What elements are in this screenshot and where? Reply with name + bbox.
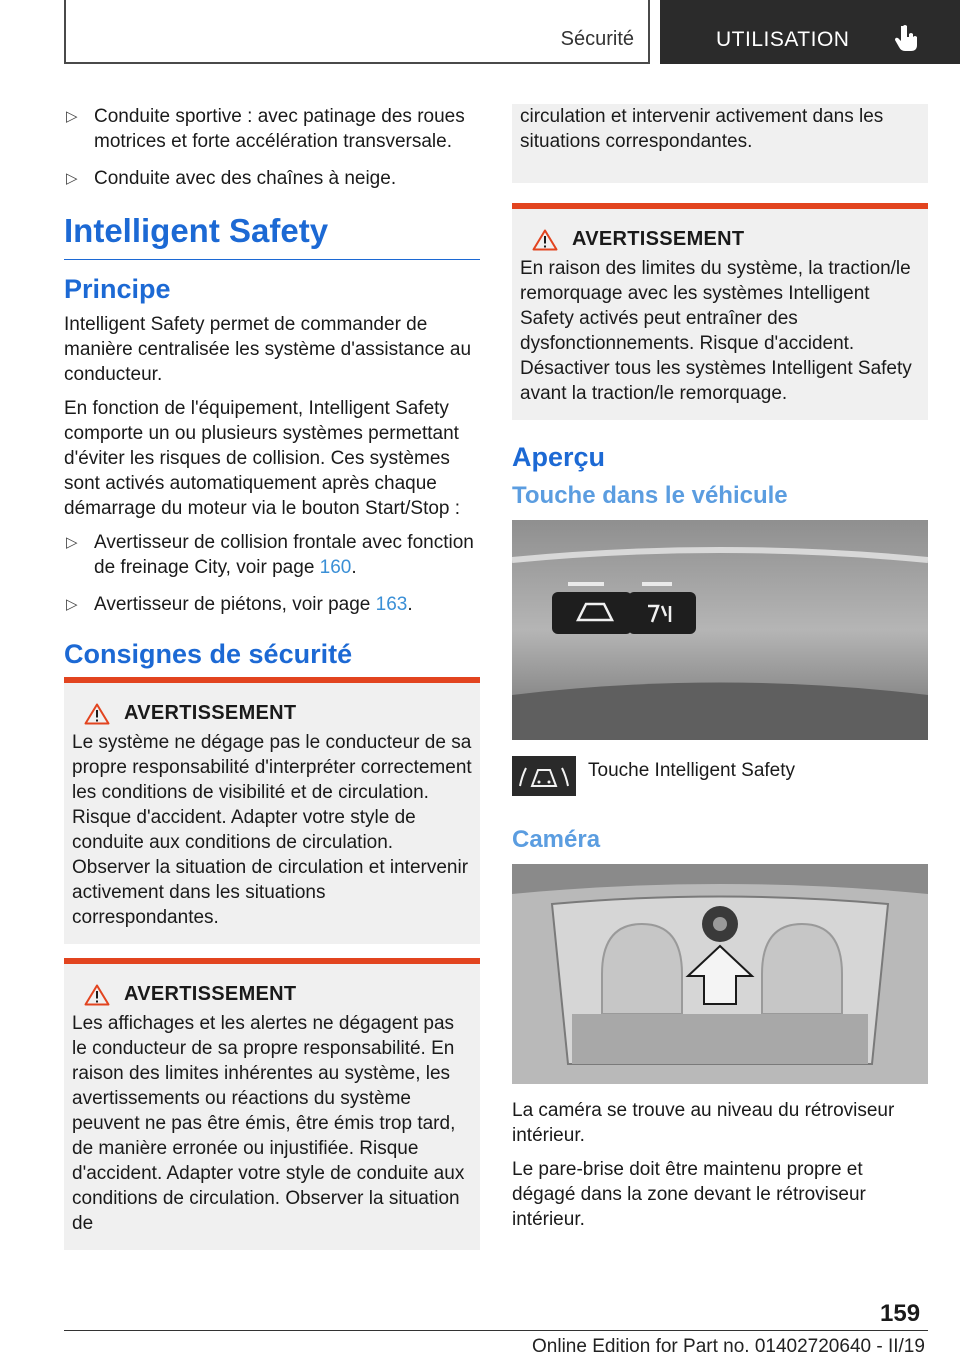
paragraph: En fonction de l'équipement, Intelligent Safety comporte un ou plusieurs systèmes permettant d'éviter les risques de collision. Ces systèmes sont activés automatiquement après chaque démarrage du moteur via le bouton Start/Stop : bbox=[64, 398, 461, 519]
bullet-list-top bbox=[64, 104, 480, 191]
header-section: Sécurité bbox=[560, 28, 634, 50]
page-number: 159 bbox=[880, 1300, 921, 1327]
warning-text: circulation et intervenir activement dans les situations correspondantes. bbox=[520, 106, 884, 152]
warning-text: Les affichages et les alertes ne dégagent pas le conducteur de sa propre responsabilité. En raison des limites inhérentes au système, les avertissements ou réactions du système peuvent ne pas être émis, être émis trop tard, de manière erronée ou injustifiée. Risque d'accident. Adapter votre style de conduite aux conditions de circulation. Observer la situation de bbox=[72, 1013, 465, 1234]
header-chapter-box bbox=[660, 0, 960, 64]
button-legend-text: Touche Intelligent Safety bbox=[588, 760, 796, 781]
section-heading-consignes: Consignes de sécurité bbox=[64, 639, 353, 669]
warning-box bbox=[512, 203, 928, 420]
warning-triangle-icon bbox=[532, 229, 558, 251]
subheading-camera: Caméra bbox=[512, 826, 601, 853]
footer-edition: Online Edition for Part no. 01402720640 - II/19 bbox=[532, 1336, 925, 1357]
section-heading-apercu: Aperçu bbox=[512, 442, 606, 472]
intelligent-safety-button-icon bbox=[512, 756, 576, 796]
bullet-list-systems bbox=[64, 530, 480, 617]
paragraph: Le pare-brise doit être maintenu propre et dégagé dans la zone devant le rétroviseur intérieur. bbox=[512, 1159, 866, 1230]
camera-photo bbox=[512, 864, 928, 1084]
warning-box-continued bbox=[512, 104, 928, 183]
page-link-163[interactable]: 163 bbox=[375, 594, 408, 615]
paragraph: La caméra se trouve au niveau du rétroviseur intérieur. bbox=[512, 1100, 895, 1146]
left-column bbox=[64, 104, 480, 1264]
subheading-touche: Touche dans le véhicule bbox=[512, 482, 788, 509]
button-legend bbox=[512, 756, 928, 796]
button-photo bbox=[512, 520, 928, 740]
header-section-box bbox=[64, 0, 650, 64]
right-column bbox=[512, 104, 928, 1241]
warning-title: AVERTISSEMENT bbox=[124, 702, 297, 724]
warning-text: Le système ne dégage pas le conducteur de sa propre responsabilité d'interpréter correctement les conditions de visibilité et de circulation. Risque d'accident. Adapter votre style de conduite aux conditions de circulation. Observer la situation de circulation et intervenir activement dans les situations correspondantes. bbox=[72, 732, 472, 928]
warning-title: AVERTISSEMENT bbox=[124, 983, 297, 1005]
page-link-160[interactable]: 160 bbox=[319, 557, 352, 578]
paragraph: Intelligent Safety permet de commander de manière centralisée les système d'assistance au conducteur. bbox=[64, 314, 472, 385]
page-title: Intelligent Safety bbox=[64, 209, 480, 260]
warning-box bbox=[64, 958, 480, 1250]
hand-pointer-icon bbox=[894, 24, 920, 52]
section-heading-principe: Principe bbox=[64, 274, 171, 304]
warning-title: AVERTISSEMENT bbox=[572, 228, 745, 250]
list-item: ▷ Conduite sportive : avec patinage des roues motrices et forte accélération transversale. bbox=[64, 104, 480, 154]
list-item: ▷ Avertisseur de collision frontale avec fonction de freinage City, voir page 160. bbox=[64, 530, 480, 580]
list-item: ▷ Conduite avec des chaînes à neige. bbox=[64, 166, 480, 191]
footer-rule bbox=[64, 1330, 928, 1331]
list-item: ▷ Avertisseur de piétons, voir page 163. bbox=[64, 592, 480, 617]
header-chapter: UTILISATION bbox=[716, 28, 850, 51]
warning-triangle-icon bbox=[84, 703, 110, 725]
warning-box bbox=[64, 677, 480, 944]
warning-text: En raison des limites du système, la traction/le remorquage avec les systèmes Intelligent Safety activés peut entraîner des dysfonctionnements. Risque d'accident. Désactiver tous les systèmes Intelligent Safety avant la traction/le remorquage. bbox=[520, 258, 912, 404]
warning-triangle-icon bbox=[84, 984, 110, 1006]
